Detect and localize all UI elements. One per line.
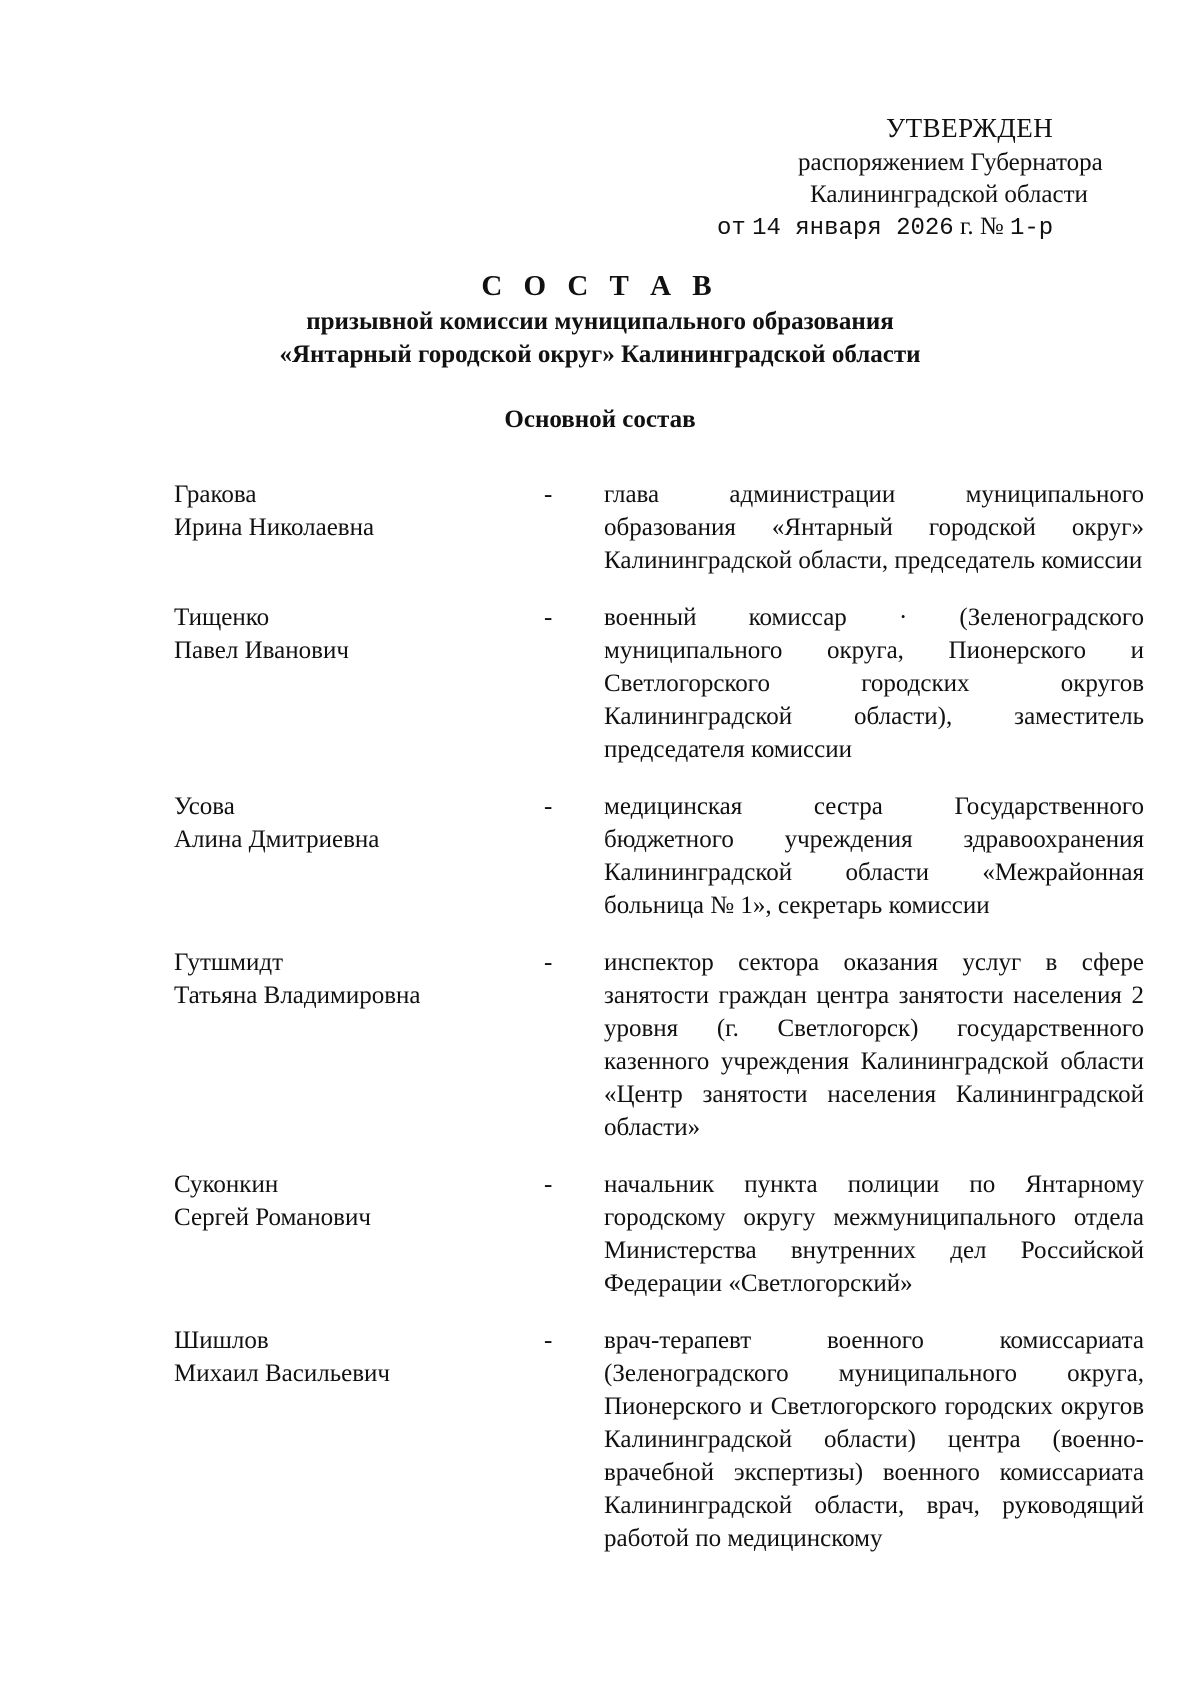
member-surname: Усова xyxy=(174,793,235,820)
member-dash: - xyxy=(544,604,553,631)
member-entry xyxy=(174,601,1144,766)
member-entry xyxy=(174,1324,1144,1555)
member-dash: - xyxy=(544,1171,553,1198)
member-description: инспектор сектора оказания услуг в сфере занятости граждан центра занятости населения 2 уровня (г. Светлогорск) государственного казенного учреждения Калининградской области «Центр занятости населения Калининградской области» xyxy=(604,949,1144,1141)
member-given-names: Ирина Николаевна xyxy=(174,514,375,541)
section-title: Основной состав xyxy=(504,406,696,433)
member-description: глава администрации муниципального образования «Янтарный городской округ» Калининградской области, председатель комиссии xyxy=(604,481,1144,574)
approval-authority: распоряжением Губернатора xyxy=(798,149,1103,176)
member-given-names: Михаил Васильевич xyxy=(174,1360,390,1387)
member-given-names: Павел Иванович xyxy=(174,637,349,664)
approval-number: 1-р xyxy=(1010,215,1054,242)
document-title: С О С Т А В xyxy=(481,270,719,302)
approval-date-line xyxy=(717,210,1053,245)
member-name xyxy=(174,478,544,577)
member-name xyxy=(174,946,544,1144)
member-dash: - xyxy=(544,481,553,508)
member-surname: Гутшмидт xyxy=(174,949,284,976)
approval-number-label: г. № xyxy=(959,213,1004,240)
member-dash: - xyxy=(544,1327,553,1354)
member-given-names: Татьяна Владимировна xyxy=(174,982,421,1009)
member-dash: - xyxy=(544,949,553,976)
member-name xyxy=(174,1324,544,1555)
member-entry xyxy=(174,946,1144,1144)
member-description: медицинская сестра Государственного бюджетного учреждения здравоохранения Калининградской области «Межрайонная больница № 1», секретарь комиссии xyxy=(604,793,1144,919)
member-entry xyxy=(174,1168,1144,1300)
member-name xyxy=(174,601,544,766)
approval-date: 14 января 2026 xyxy=(752,215,954,242)
approval-heading: УТВЕРЖДЕН xyxy=(886,113,1054,143)
document-subtitle-line1: призывной комиссии муниципального образования xyxy=(306,308,894,335)
document-subtitle-line2: «Янтарный городской округ» Калининградской области xyxy=(279,341,921,368)
member-name xyxy=(174,790,544,922)
member-entry xyxy=(174,790,1144,922)
member-given-names: Алина Дмитриевна xyxy=(174,826,380,853)
member-entry xyxy=(174,478,1144,577)
member-name xyxy=(174,1168,544,1300)
approval-region: Калининградской области xyxy=(810,181,1088,208)
member-surname: Гракова xyxy=(174,481,257,508)
member-description: начальник пункта полиции по Янтарному городскому округу межмуниципального отдела Министерства внутренних дел Российской Федерации «Светлогорский» xyxy=(604,1171,1144,1297)
member-description: военный комиссар · (Зеленоградского муниципального округа, Пионерского и Светлогорского городских округов Калининградской области), заместитель председателя комиссии xyxy=(604,604,1144,763)
approval-date-prefix: от xyxy=(717,215,746,242)
members-list xyxy=(174,478,1144,1579)
member-surname: Тищенко xyxy=(174,604,270,631)
member-description: врач-терапевт военного комиссариата (Зеленоградского муниципального округа, Пионерского и Светлогорского городских округов Калининградской области) центра (военно-врачебной экспертизы) военного комиссариата Калининградской области, врач, руководящий работой по медицинскому xyxy=(604,1327,1144,1552)
member-given-names: Сергей Романович xyxy=(174,1204,371,1231)
member-surname: Шишлов xyxy=(174,1327,269,1354)
member-surname: Суконкин xyxy=(174,1171,279,1198)
member-dash: - xyxy=(544,793,553,820)
